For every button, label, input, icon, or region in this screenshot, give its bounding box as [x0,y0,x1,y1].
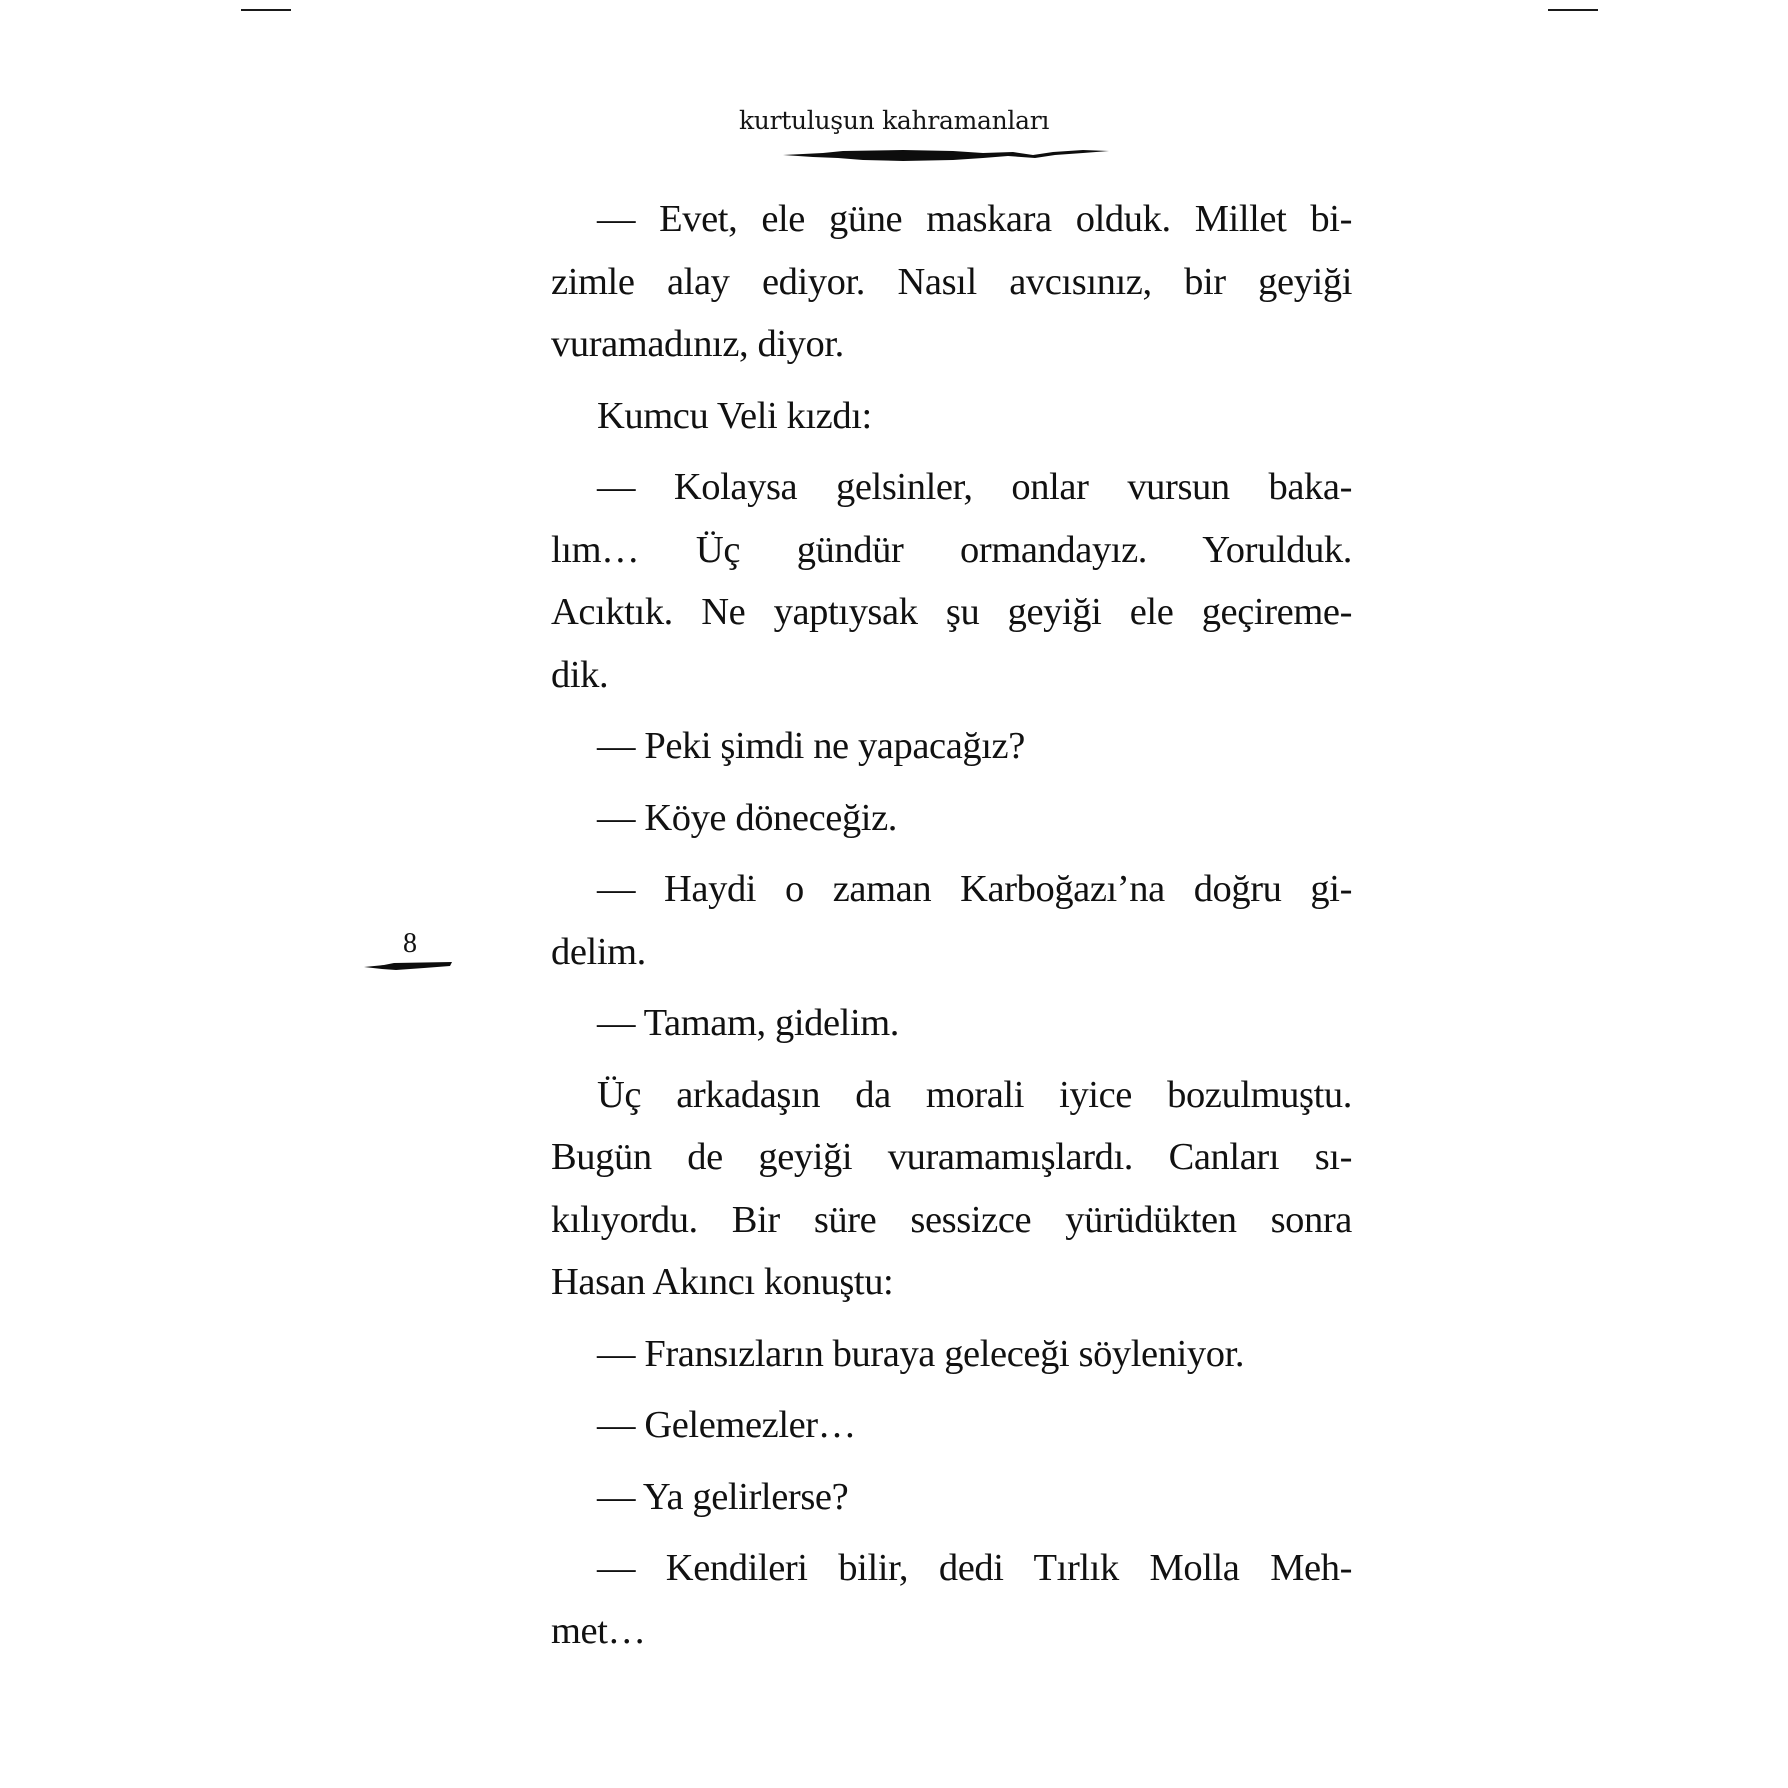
text-line: vuramadınız, diyor. [551,323,844,365]
paragraph [551,787,1352,850]
text-line: Kumcu Veli kızdı: [597,394,872,437]
paragraph [551,1323,1352,1386]
text-line: zimle alay ediyor. Nasıl avcısınız, bir geyiği [551,260,1352,303]
book-title: kurtuluşun kahramanları [738,106,1050,135]
text-line: — Fransızların buraya geleceği söyleniyor. [597,1332,1245,1375]
body-text [551,188,1352,1671]
page-number-brush-stroke [364,960,452,972]
text-line: — Gelemezler… [597,1404,856,1446]
paragraph [551,1537,1352,1662]
paragraph [551,385,1352,448]
brush-stroke-ornament [783,146,1109,164]
paragraph [551,456,1352,706]
text-line: kılıyordu. Bir süre sessizce yürüdükten sonra [551,1198,1352,1241]
text-line: — Tamam, gidelim. [597,1002,900,1044]
text-line: — Evet, ele güne maskara olduk. Millet bi- [597,198,1352,240]
text-line: — Kolaysa gelsinler, onlar vursun baka- [597,466,1352,508]
paragraph [551,1394,1352,1457]
text-line: lım… Üç gündür ormandayız. Yorulduk. [551,528,1352,571]
running-head [0,106,1788,135]
text-line: Hasan Akıncı konuştu: [551,1261,894,1303]
paragraph [551,188,1352,376]
text-line: — Ya gelirlerse? [597,1475,849,1518]
text-line: — Köye döneceğiz. [597,796,898,839]
text-line: — Haydi o zaman Karboğazı’na doğru gi- [597,868,1352,910]
text-line: — Peki şimdi ne yapacağız? [597,725,1025,767]
text-line: delim. [551,930,646,973]
text-line: Bugün de geyiği vuramamışlardı. Canları sı- [551,1136,1352,1178]
text-line: Acıktık. Ne yaptıysak şu geyiği ele geçireme- [551,591,1352,633]
crop-mark-right [1548,9,1598,11]
paragraph [551,1064,1352,1314]
paragraph [551,1466,1352,1529]
paragraph [551,992,1352,1055]
text-line: met… [551,1609,646,1652]
crop-mark-left [241,9,291,11]
paragraph [551,715,1352,778]
text-line: dik. [551,653,609,696]
text-line: — Kendileri bilir, dedi Tırlık Molla Meh- [597,1547,1352,1589]
paragraph [551,858,1352,983]
page-number-text: 8 [403,928,417,959]
text-line: Üç arkadaşın da morali iyice bozulmuştu. [597,1073,1352,1116]
page-number [360,928,460,960]
